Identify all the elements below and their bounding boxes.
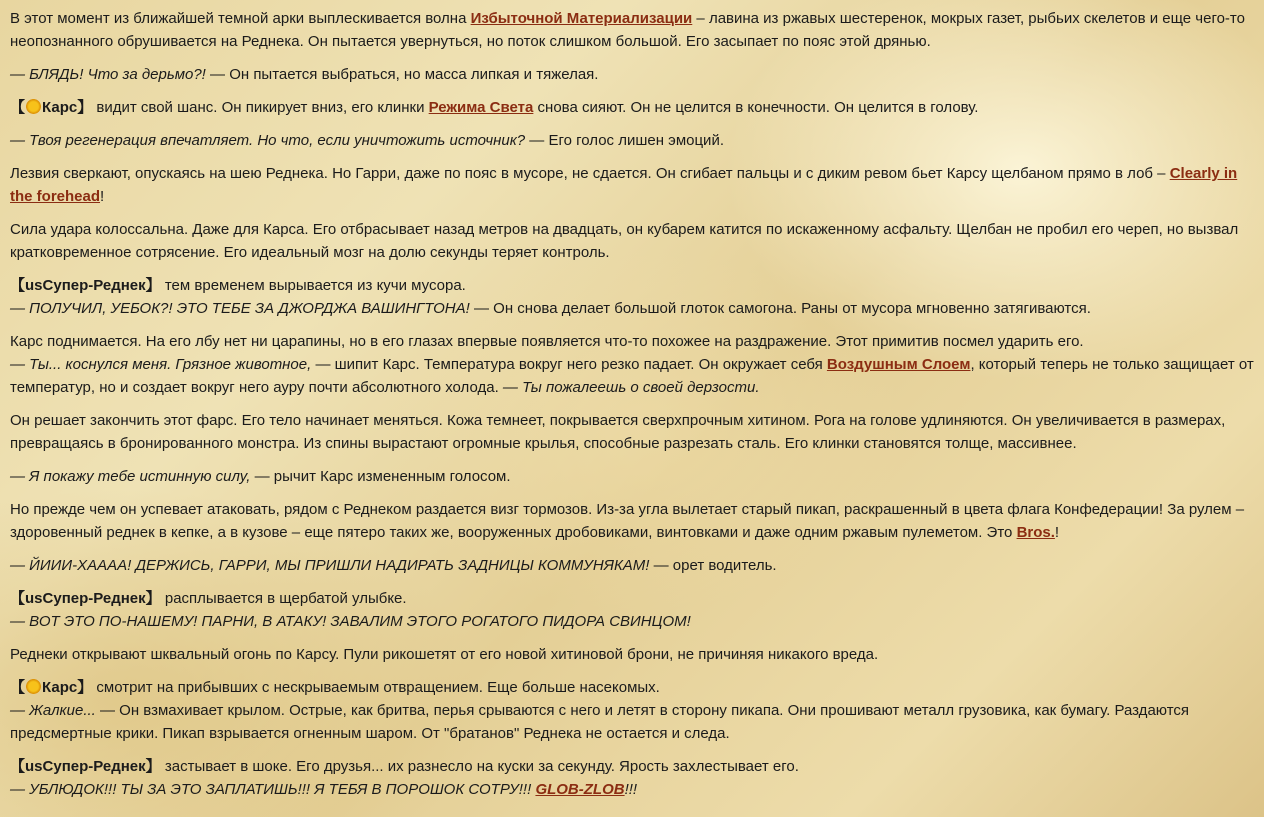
dialogue: — Я покажу тебе истинную силу,	[10, 468, 251, 485]
character-tag-super-redneck: 【usСупер-Реднек】	[10, 758, 161, 775]
paragraph: 【usСупер-Реднек】 тем временем вырывается из кучи мусора. — ПОЛУЧИЛ, УЕБОК?! ЭТО ТЕБЕ ЗА ДЖОРДЖА ВАШИНГТОНА! — Он снова делает большой глоток самогона. Раны от мусора мгновенно затягиваются.	[10, 277, 1091, 317]
paragraph: — Твоя регенерация впечатляет. Но что, если уничтожить источник? — Его голос лишен эмоций.	[10, 132, 724, 149]
paragraph: 【 Карс】 видит свой шанс. Он пикирует вниз, его клинки Режима Света снова сияют. Он не целится в конечности. Он целится в голову.	[10, 99, 979, 116]
character-tag-kars: 【 Карс】	[10, 679, 93, 696]
dialogue: — Твоя регенерация впечатляет. Но что, если уничтожить источник?	[10, 132, 526, 149]
link-bros[interactable]: Bros.	[1016, 524, 1055, 541]
paragraph: Он решает закончить этот фарс. Его тело начинает меняться. Кожа темнеет, покрывается сверхпрочным хитином. Рога на голове удлиняются. Он увеличивается в размерах, превращаясь в бронированного монстра. Из спины вырастают огромные крылья, способные разрезать сталь. Его клинки становятся толще, массивнее.	[10, 412, 1226, 452]
character-tag-super-redneck: 【usСупер-Реднек】	[10, 590, 161, 607]
paragraph: Лезвия сверкают, опускаясь на шею Реднека. Но Гарри, даже по пояс в мусоре, не сдается. Он сгибает пальцы и с диким ревом бьет Карсу щелбаном прямо в лоб – Clearly in the forehead!	[10, 165, 1238, 205]
dialogue: — БЛЯДЬ! Что за дерьмо?!	[10, 66, 206, 83]
link-light-mode[interactable]: Режима Света	[428, 99, 534, 116]
paragraph: 【usСупер-Реднек】 застывает в шоке. Его друзья... их разнесло на куски за секунду. Ярость захлестывает его. — УБЛЮДОК!!! ТЫ ЗА ЭТО ЗАПЛАТИШЬ!!! Я ТЕБЯ В ПОРОШОК СОТРУ!!! GLOB-ZLOB!!!	[10, 758, 799, 798]
character-tag-super-redneck: 【usСупер-Реднек】	[10, 277, 161, 294]
dialogue: — Ты пожалеешь о своей дерзости.	[502, 379, 760, 396]
link-excess-materialization[interactable]: Избыточной Материализации	[470, 10, 693, 27]
character-tag-kars: 【 Карс】	[10, 99, 93, 116]
paragraph: 【usСупер-Реднек】 расплывается в щербатой улыбке. — ВОТ ЭТО ПО-НАШЕМУ! ПАРНИ, В АТАКУ! ЗАВАЛИМ ЭТОГО РОГАТОГО ПИДОРА СВИНЦОМ!	[10, 590, 691, 630]
dialogue: — УБЛЮДОК!!! ТЫ ЗА ЭТО ЗАПЛАТИШЬ!!! Я ТЕБЯ В ПОРОШОК СОТРУ!!!	[10, 781, 536, 798]
paragraph: — ЙИИИ-ХАААА! ДЕРЖИСЬ, ГАРРИ, МЫ ПРИШЛИ НАДИРАТЬ ЗАДНИЦЫ КОММУНЯКАМ! — орет водитель.	[10, 557, 777, 574]
story-text	[10, 7, 1258, 811]
paragraph: — Я покажу тебе истинную силу, — рычит Карс измененным голосом.	[10, 468, 511, 485]
paragraph: В этот момент из ближайшей темной арки выплескивается волна Избыточной Материализации – лавина из ржавых шестеренок, мокрых газет, рыбьих скелетов и еще чего-то неопознанного обрушивается на Реднека. Он пытается увернуться, но поток слишком большой. Его засыпает по пояс этой дрянью.	[10, 10, 1245, 50]
paragraph: Реднеки открывают шквальный огонь по Карсу. Пули рикошетят от его новой хитиновой брони, не причиняя никакого вреда.	[10, 646, 879, 663]
link-air-layer[interactable]: Воздушным Слоем	[826, 356, 971, 373]
paragraph: 【 Карс】 смотрит на прибывших с нескрываемым отвращением. Еще больше насекомых. — Жалкие... — Он взмахивает крылом. Острые, как бритва, перья срываются с него и летят в сторону пикапа. Они прошивают металл грузовика, как бумагу. Раздаются предсмертные крики. Пикап взрывается огненным шаром. От "братанов" Реднека не остается и следа.	[10, 679, 1190, 742]
sun-icon	[26, 679, 41, 694]
dialogue: — ПОЛУЧИЛ, УЕБОК?! ЭТО ТЕБЕ ЗА ДЖОРДЖА ВАШИНГТОНА!	[10, 300, 470, 317]
dialogue: — ВОТ ЭТО ПО-НАШЕМУ! ПАРНИ, В АТАКУ! ЗАВАЛИМ ЭТОГО РОГАТОГО ПИДОРА СВИНЦОМ!	[10, 613, 691, 630]
link-clearly-in-the-forehead[interactable]: Clearly in the forehead	[10, 165, 1238, 205]
dialogue: — Ты... коснулся меня. Грязное животное,	[10, 356, 312, 373]
dialogue: — ЙИИИ-ХАААА! ДЕРЖИСЬ, ГАРРИ, МЫ ПРИШЛИ НАДИРАТЬ ЗАДНИЦЫ КОММУНЯКАМ!	[10, 557, 650, 574]
dialogue: — Жалкие...	[10, 702, 96, 719]
paragraph: Но прежде чем он успевает атаковать, рядом с Реднеком раздается визг тормозов. Из-за угла вылетает старый пикап, раскрашенный в цвета флага Конфедерации! За рулем – здоровенный реднек в кепке, а в кузове – еще пятеро таких же, вооруженных дробовиками, винтовками и даже одним ржавым пулеметом. Это Bros.!	[10, 501, 1245, 541]
sun-icon	[26, 99, 41, 114]
paragraph: Карс поднимается. На его лбу нет ни царапины, но в его глазах впервые появляется что-то похожее на раздражение. Этот примитив посмел ударить его. — Ты... коснулся меня. Грязное животное, — шипит Карс. Температура вокруг него резко падает. Он окружает себя Воздушным Слоем, который теперь не только защищает от температур, но и создает вокруг него ауру почти абсолютного холода. — Ты пожалеешь о своей дерзости.	[10, 333, 1254, 396]
paragraph: — БЛЯДЬ! Что за дерьмо?! — Он пытается выбраться, но масса липкая и тяжелая.	[10, 66, 599, 83]
link-glob-zlob[interactable]: GLOB-ZLOB	[535, 781, 625, 798]
paragraph: Сила удара колоссальна. Даже для Карса. Его отбрасывает назад метров на двадцать, он кубарем катится по искаженному асфальту. Щелбан не пробил его череп, но вызвал кратковременное сотрясение. Его идеальный мозг на долю секунды теряет контроль.	[10, 221, 1239, 261]
